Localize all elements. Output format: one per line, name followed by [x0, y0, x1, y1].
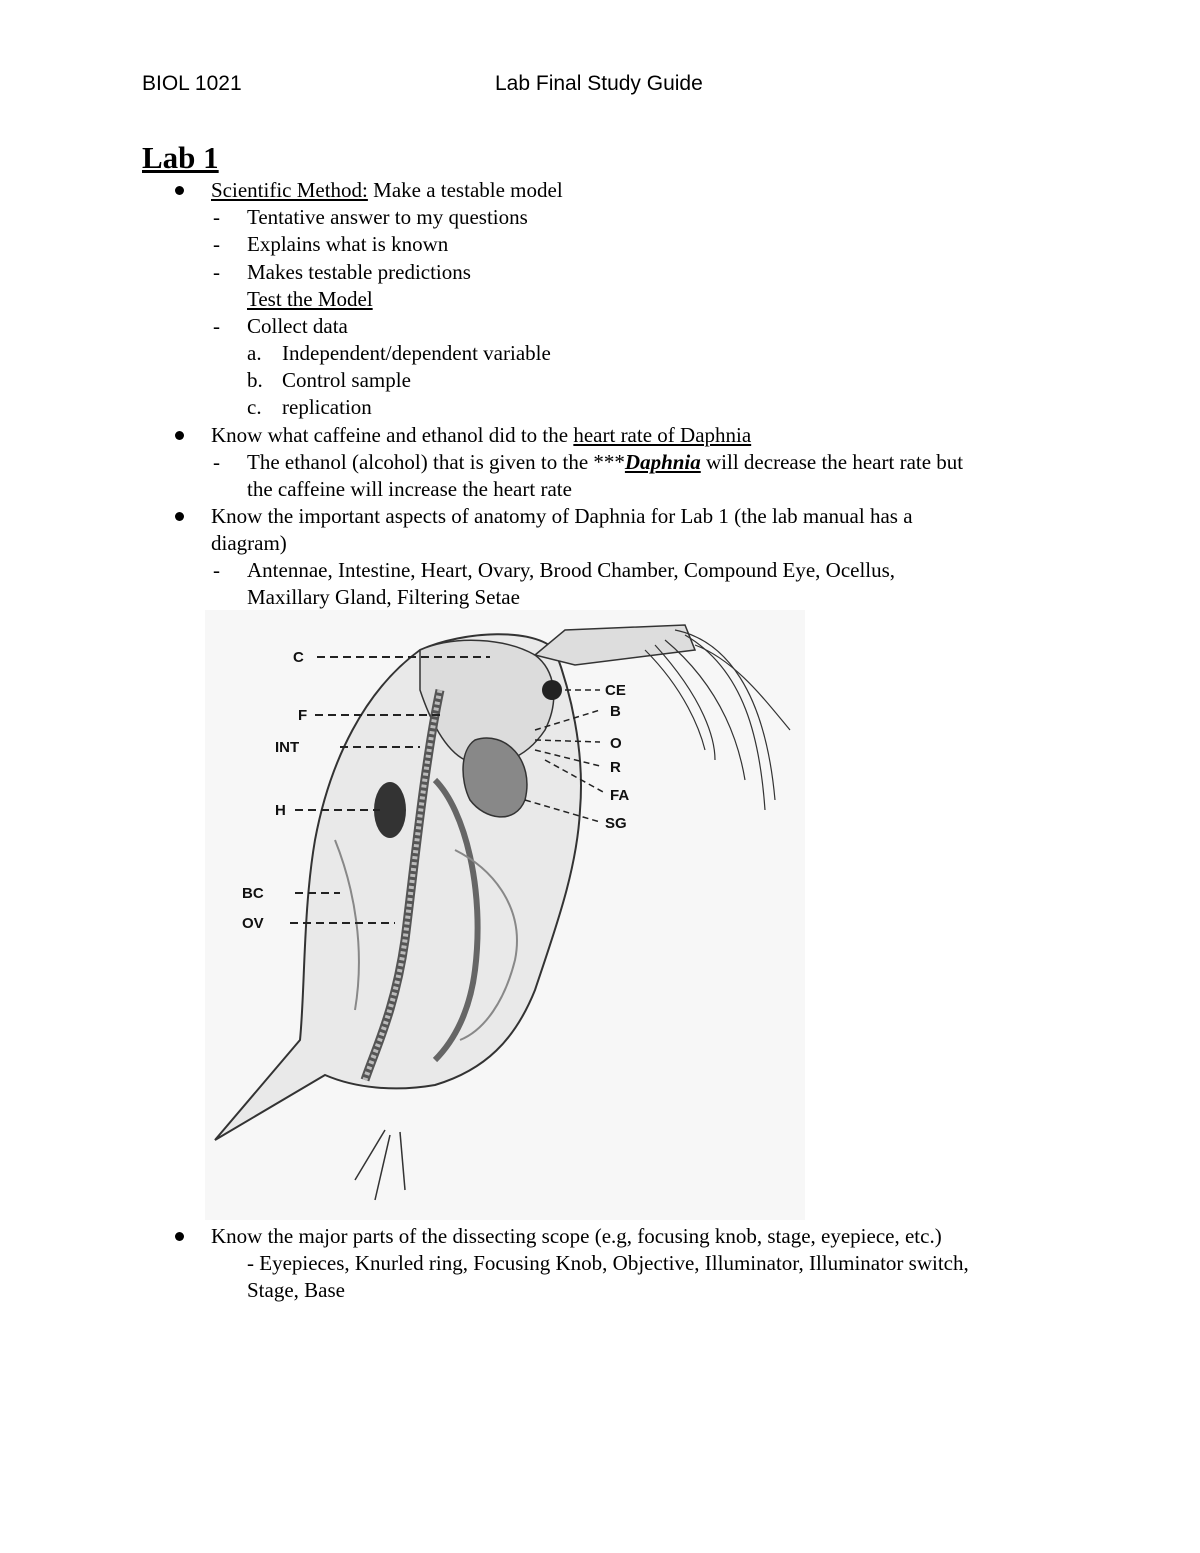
sub-item-ethanol-continued: the caffeine will increase the heart rate: [247, 477, 572, 501]
label-h: H: [275, 802, 286, 819]
list-item-scientific-method: [211, 177, 563, 204]
sub-item-tentative: Tentative answer to my questions: [247, 205, 528, 229]
enum-item-a: Independent/dependent variable: [282, 341, 551, 365]
dash-icon: -: [213, 232, 220, 256]
enum-label-c: c.: [247, 395, 262, 419]
document-title: Lab Final Study Guide: [495, 72, 703, 95]
dash-icon: -: [213, 558, 220, 582]
daphnia-diagram: [205, 610, 805, 1220]
label-r: R: [610, 759, 621, 776]
dash-icon: -: [213, 450, 220, 474]
enum-label-a: a.: [247, 341, 262, 365]
daphnia-emphasis: Daphnia: [624, 450, 701, 474]
sub-item-collect-data: Collect data: [247, 314, 348, 338]
enum-item-c: replication: [282, 395, 372, 419]
sub-item-explains: Explains what is known: [247, 232, 449, 256]
label-fa: FA: [610, 787, 630, 804]
sub-item-scope-parts-continued: Stage, Base: [247, 1278, 345, 1302]
course-code: BIOL 1021: [142, 72, 242, 95]
scientific-method-text: Make a testable model: [367, 178, 563, 202]
list-item-caffeine: [211, 422, 751, 449]
label-ce: CE: [605, 682, 626, 699]
dash-icon: -: [213, 314, 220, 338]
label-int: INT: [275, 739, 300, 756]
label-f: F: [298, 707, 308, 724]
daphnia-illustration: [205, 610, 805, 1220]
enum-item-b: Control sample: [282, 368, 411, 392]
label-o: O: [610, 735, 622, 752]
bullet-icon: [175, 186, 184, 195]
dash-icon: -: [213, 205, 220, 229]
heart-rate-text: heart rate of Daphnia: [573, 423, 752, 447]
ethanol-text: The ethanol (alcohol) that is given to the ***: [247, 450, 625, 474]
label-c: C: [293, 649, 304, 666]
sub-item-predictions: Makes testable predictions: [247, 260, 471, 284]
test-model-heading: Test the Model: [247, 287, 373, 311]
sub-item-anatomy-parts: Antennae, Intestine, Heart, Ovary, Brood Chamber, Compound Eye, Ocellus,: [247, 558, 896, 582]
bullet-icon: [175, 512, 184, 521]
list-item-anatomy-continued: diagram): [211, 531, 287, 555]
enum-label-b: b.: [247, 368, 263, 392]
sub-item-scope-parts: - Eyepieces, Knurled ring, Focusing Knob, Objective, Illuminator, Illuminator switch,: [247, 1251, 969, 1275]
label-bc: BC: [242, 885, 264, 902]
list-item-anatomy: Know the important aspects of anatomy of Daphnia for Lab 1 (the lab manual has a: [211, 504, 913, 528]
bullet-icon: [175, 431, 184, 440]
list-item-dissecting-scope: Know the major parts of the dissecting scope (e.g, focusing knob, stage, eyepiece, etc.): [211, 1224, 942, 1248]
label-sg: SG: [605, 815, 627, 832]
label-ov: OV: [242, 915, 264, 932]
dash-icon: -: [213, 260, 220, 284]
bullet-icon: [175, 1232, 184, 1241]
section-title: Lab 1: [142, 140, 219, 175]
scientific-method-label: Scientific Method:: [211, 178, 368, 202]
label-b: B: [610, 703, 621, 720]
ethanol-text-end: will decrease the heart rate but: [700, 450, 964, 474]
caffeine-text: Know what caffeine and ethanol did to the: [211, 423, 574, 447]
sub-item-ethanol: [247, 449, 963, 476]
sub-item-anatomy-parts-continued: Maxillary Gland, Filtering Setae: [247, 585, 520, 609]
